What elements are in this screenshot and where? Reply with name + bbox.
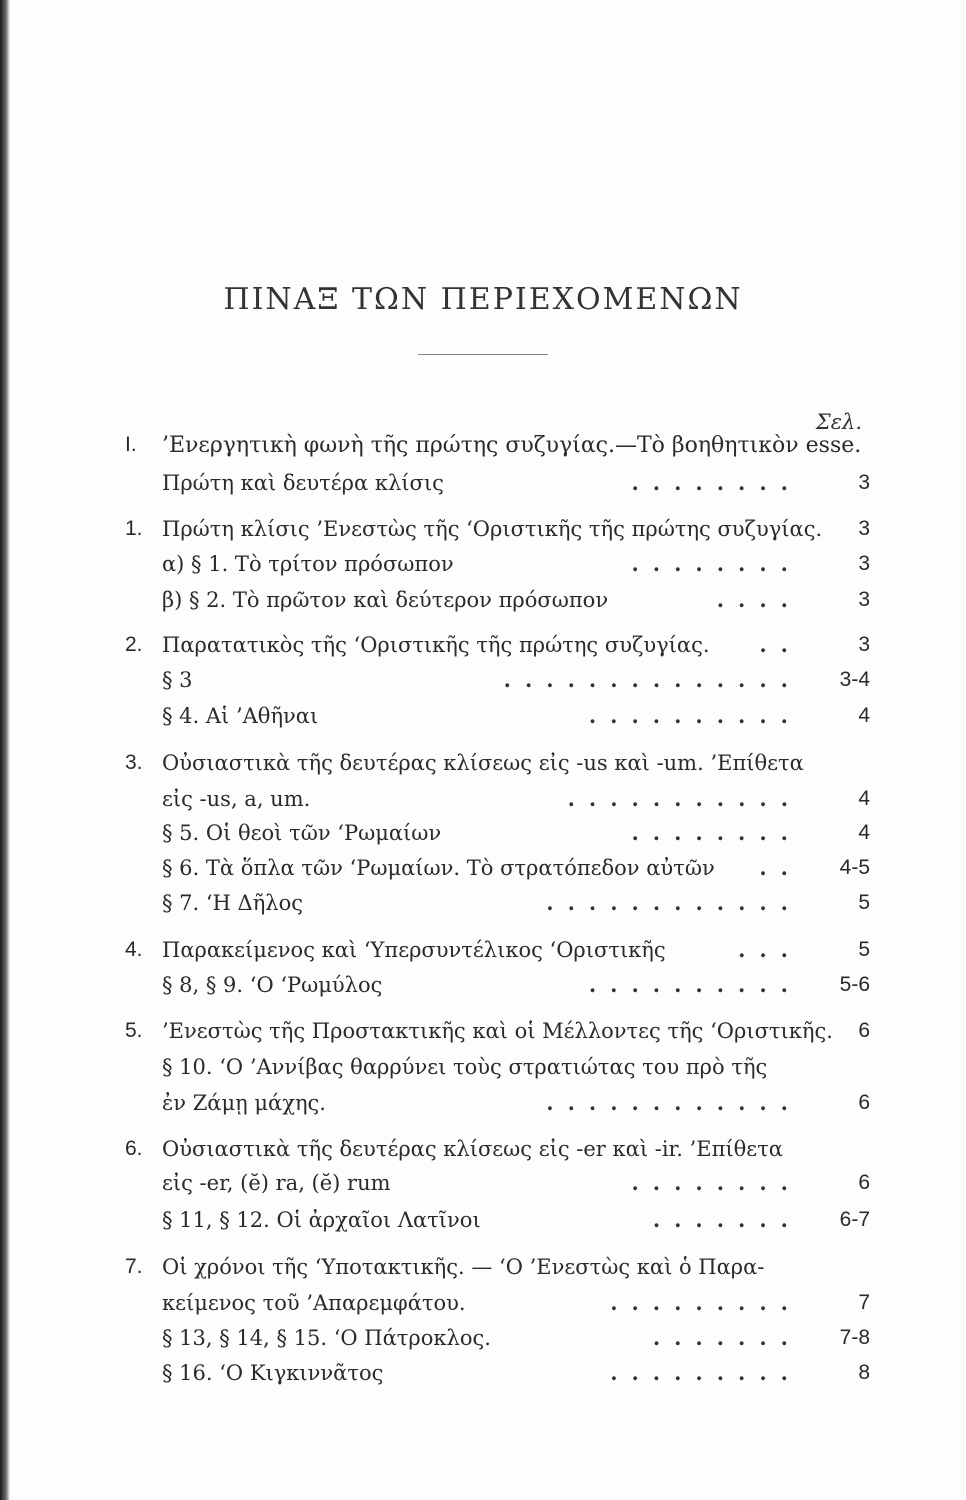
entry-page: 6-7 [839,1208,870,1231]
entry-text: κείμενος τοῦ ’Απαρεμφάτου. [162,1291,466,1315]
toc-entry [162,853,802,883]
entry-text: ’Ενεργητικὴ φωνὴ τῆς πρώτης συζυγίας.—Τὸ βοηθητικὸν esse. [162,433,862,458]
entry-text: β) § 2. Τὸ πρῶτον καὶ δεύτερον πρόσωπον [162,588,609,612]
entry-text: Πρώτη καὶ δευτέρα κλίσις [162,471,444,495]
leader-dots: ........ [631,1170,802,1195]
leader-dots: .... [716,587,802,612]
entry-text: ἐν Ζάμῃ μάχης. [162,1091,326,1115]
leader-dots: ........ [631,470,802,495]
entry-text: § 8, § 9. ‘Ο ‘Ρωμύλος [162,973,383,997]
entry-page: 4 [858,704,870,727]
entry-text: § 4. Αἱ ’Αθῆναι [162,704,319,728]
entry-page: 6 [858,1171,870,1194]
leader-dots: ........ [631,551,802,576]
entry-text: § 6. Τὰ ὅπλα τῶν ‘Ρωμαίων. Τὸ στρατόπεδον αὐτῶν [162,856,715,880]
leader-dots: ............ [546,1090,802,1115]
toc-entry [162,1134,802,1164]
leader-dots: ....... [652,1207,802,1232]
leader-dots: ........... [567,786,802,811]
leader-dots: ....... [652,1325,802,1350]
leader-dots: .. [759,632,802,657]
entry-number: I. [125,433,137,456]
entry-number: 6. [125,1137,143,1160]
toc-entry [162,1252,802,1282]
entry-page: 4-5 [839,856,870,879]
entry-text: Παρατατικὸς τῆς ‘Οριστικῆς τῆς πρώτης συζυγίας. [162,633,710,657]
toc-entry [162,430,862,460]
entry-text: α) § 1. Τὸ τρίτον πρόσωπον [162,552,454,576]
entry-page: 3 [858,552,870,575]
entry-text: § 10. ‘Ο ’Αννίβας θαρρύνει τοὺς στρατιώτας του πρὸ τῆς [162,1055,768,1079]
entry-page: 5-6 [839,973,870,996]
entry-text: Οὐσιαστικὰ τῆς δευτέρας κλίσεως εἰς -us καὶ -um. ’Επίθετα [162,751,804,775]
entry-number: 2. [125,633,143,656]
entry-page: 6 [858,1019,870,1042]
entry-text: § 3 [162,668,193,692]
toc-entry [162,1016,833,1046]
entry-number: 1. [125,517,143,540]
entry-number: 5. [125,1019,143,1042]
entry-page: 5 [858,938,870,961]
leader-dots: ........ [631,820,802,845]
leader-dots: ... [738,937,802,962]
leader-dots: ......... [610,1290,802,1315]
entry-page: 3 [858,633,870,656]
page-title: ΠΙΝΑΞ ΤΩΝ ΠΕΡΙΕΧΟΜΕΝΩΝ [223,282,743,317]
entry-text: Οἱ χρόνοι τῆς ‘Υποτακτικῆς. — ‘Ο ’Ενεστὼς καὶ ὁ Παρα- [162,1255,765,1279]
toc-entry [162,1052,802,1082]
leader-dots: ............ [546,890,802,915]
toc-entry [162,748,802,778]
entry-text: § 11, § 12. Οἱ ἀρχαῖοι Λατῖνοι [162,1208,481,1232]
entry-text: § 7. ‘Η Δῆλος [162,891,304,915]
leader-dots: .............. [503,667,802,692]
entry-text: εἰς -er, (ĕ) ra, (ĕ) rum [162,1171,391,1195]
entry-page: 5 [858,891,870,914]
entry-page: 3 [858,517,870,540]
entry-text: ’Ενεστὼς τῆς Προστακτικῆς καὶ οἱ Μέλλοντες τῆς ‘Οριστικῆς. [162,1019,833,1043]
toc-entry [162,514,823,544]
toc-entry [162,585,802,615]
entry-page: 7 [858,1291,870,1314]
leader-dots: .. [759,855,802,880]
entry-page: 3 [858,471,870,494]
entry-text: Πρώτη κλίσις ’Ενεστὼς τῆς ‘Οριστικῆς τῆς πρώτης συζυγίας. [162,517,823,541]
entry-text: § 5. Οἱ θεοὶ τῶν ‘Ρωμαίων [162,821,442,845]
entry-page: 3 [858,588,870,611]
entry-text: § 13, § 14, § 15. ‘Ο Πάτροκλος. [162,1326,491,1350]
entry-text: εἰς -us, a, um. [162,787,311,811]
page-column-label: Σελ. [815,410,862,434]
entry-page: 8 [858,1361,870,1384]
entry-number: 4. [125,938,143,961]
leader-dots: ......... [610,1360,802,1385]
entry-page: 3-4 [839,668,870,691]
entry-page: 4 [858,821,870,844]
toc-entry [162,935,802,965]
entry-number: 7. [125,1255,143,1278]
leader-dots: .......... [588,703,802,728]
entry-page: 7-8 [839,1326,870,1349]
toc-entry [162,630,802,660]
entry-text: Παρακείμενος καὶ ‘Υπερσυντέλικος ‘Οριστικῆς [162,938,666,962]
entry-text: Οὐσιαστικὰ τῆς δευτέρας κλίσεως εἰς -er καὶ -ir. ’Επίθετα [162,1137,783,1161]
entry-page: 4 [858,787,870,810]
entry-page: 6 [858,1091,870,1114]
leader-dots: .......... [588,972,802,997]
entry-number: 3. [125,751,143,774]
entry-text: § 16. ‘Ο Κιγκιννᾶτος [162,1361,384,1385]
